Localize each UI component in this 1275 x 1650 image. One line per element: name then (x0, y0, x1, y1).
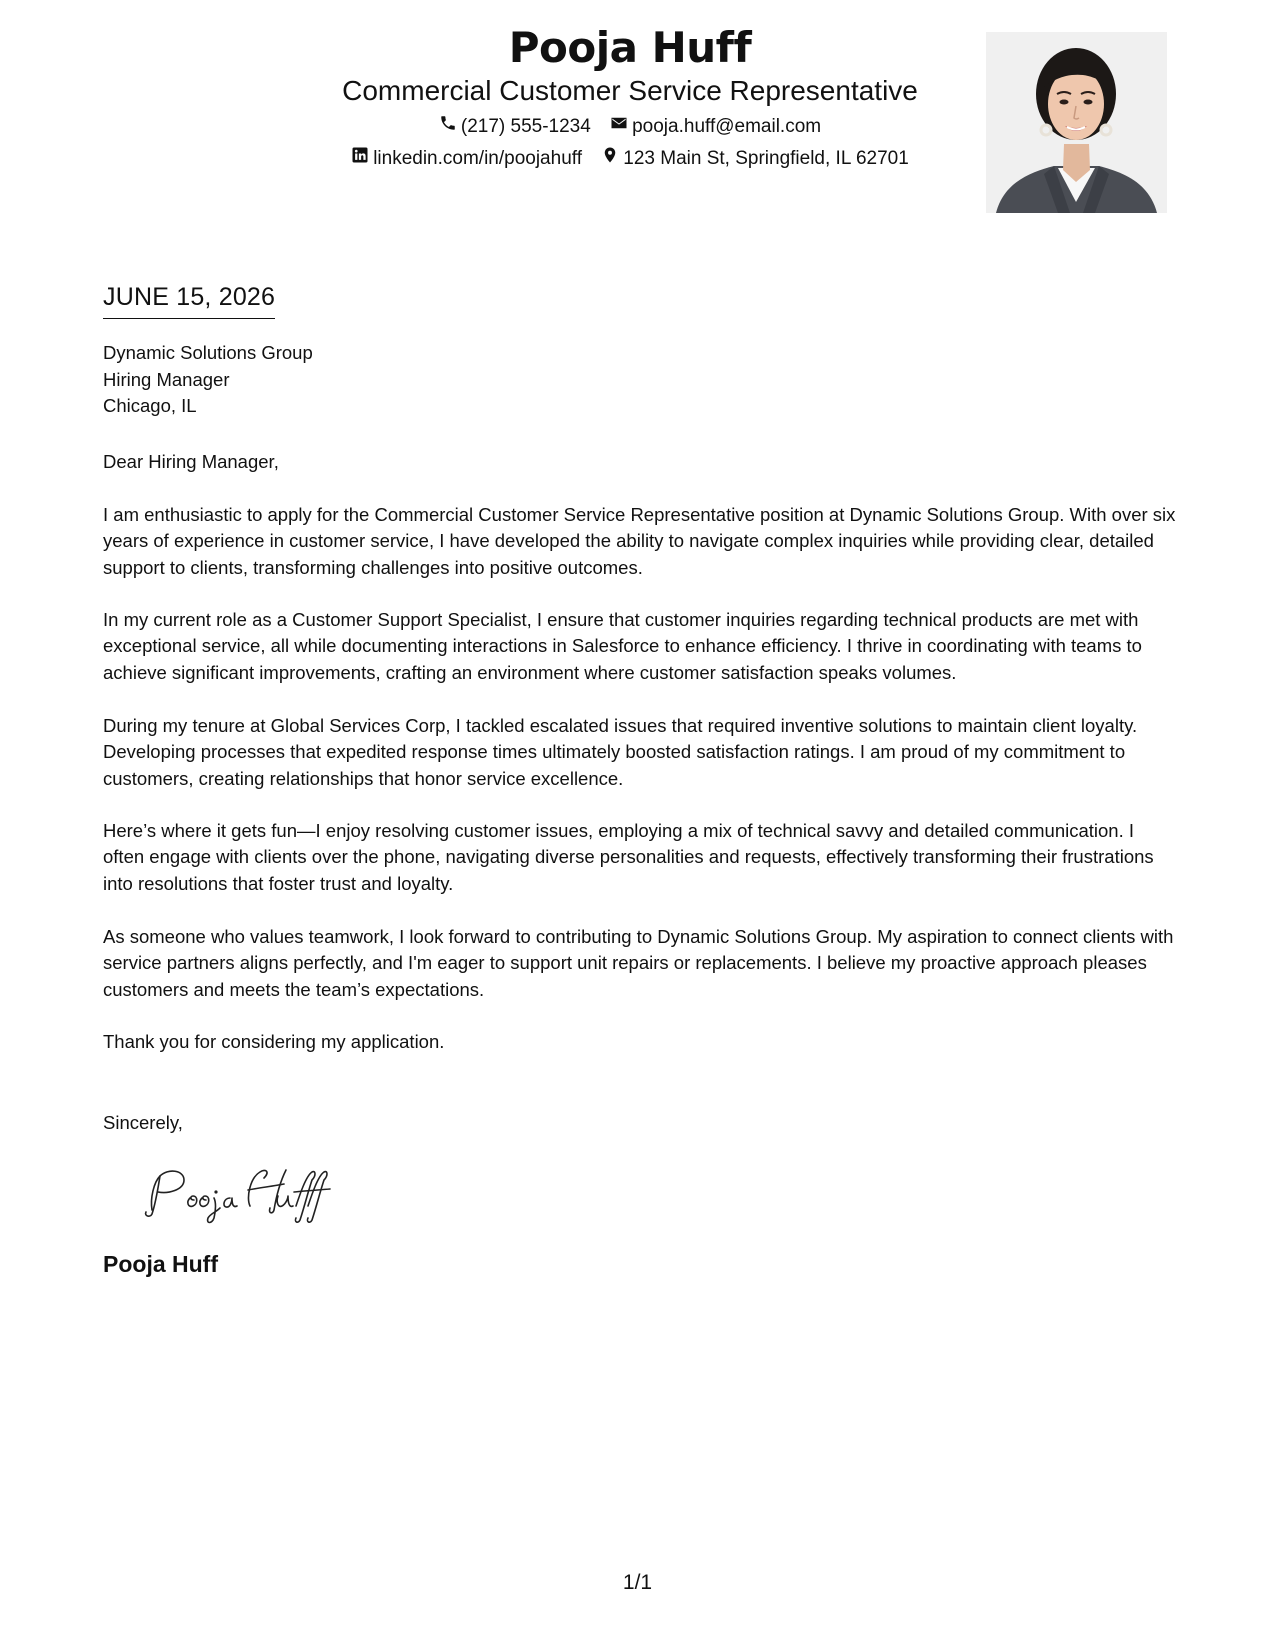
linkedin-icon (351, 146, 369, 171)
recipient-location: Chicago, IL (103, 395, 197, 416)
page-number: 1/1 (622, 1571, 653, 1594)
contact-email-text: pooja.huff@email.com (632, 115, 822, 137)
closing-salutation: Sincerely, (103, 1112, 183, 1133)
body-paragraph: During my tenure at Global Services Corp, I tackled escalated issues that required inventive solutions to maintain client loyalty. Developing processes that expedited response times ultimately boosted satisfaction ratings. I am proud of my commitment to customers, creating relationships that honor service excellence. (103, 715, 1138, 789)
recipient-company: Dynamic Solutions Group (103, 342, 313, 363)
applicant-name: Pooja Huff (508, 23, 752, 72)
contact-address (601, 146, 909, 171)
body-paragraph: I am enthusiastic to apply for the Commercial Customer Service Representative position at Dynamic Solutions Group. With over six years of experience in customer service, I have developed the ability to navigate complex inquiries while providing clear, detailed support to clients, transforming challenges into positive outcomes. (103, 504, 1176, 578)
body-paragraph: As someone who values teamwork, I look forward to contributing to Dynamic Solutions Group. My aspiration to connect clients with service partners aligns perfectly, and I'm eager to support unit repairs or replacements. I believe my proactive approach pleases customers and meets the team’s expectations. (103, 926, 1174, 1000)
body-paragraph: In my current role as a Customer Support Specialist, I ensure that customer inquiries regarding technical products are met with exceptional service, all while documenting interactions in Salesforce to enhance efficiency. I thrive in coordinating with teams to achieve significant improvements, crafting an environment where customer satisfaction speaks volumes. (103, 609, 1142, 683)
contact-email (610, 114, 821, 139)
body-paragraph: Here’s where it gets fun—I enjoy resolving customer issues, employing a mix of technical savvy and detailed communication. I often engage with clients over the phone, navigating diverse personalities and requests, effectively transforming their frustrations into resolutions that foster trust and loyalty. (103, 820, 1154, 894)
salutation: Dear Hiring Manager, (103, 451, 279, 472)
recipient-role: Hiring Manager (103, 368, 230, 390)
contact-linkedin-text: linkedin.com/in/poojahuff (373, 147, 582, 169)
contact-phone (439, 114, 591, 139)
map-pin-icon (601, 146, 619, 171)
envelope-icon (610, 114, 628, 139)
handwritten-signature (138, 1158, 338, 1228)
profile-photo (986, 32, 1167, 213)
letter-date: JUNE 15, 2026 (103, 282, 275, 319)
contact-row-secondary (250, 146, 1010, 171)
contact-address-text: 123 Main St, Springfield, IL 62701 (623, 147, 909, 169)
recipient-block (103, 340, 313, 420)
contact-row-primary (250, 114, 1010, 139)
contact-linkedin (351, 146, 582, 171)
applicant-job-title: Commercial Customer Service Representative (342, 75, 918, 106)
signer-name: Pooja Huff (103, 1251, 218, 1277)
closing-thanks: Thank you for considering my application. (103, 1031, 445, 1052)
phone-icon (439, 114, 457, 139)
contact-phone-text: (217) 555-1234 (460, 115, 591, 137)
